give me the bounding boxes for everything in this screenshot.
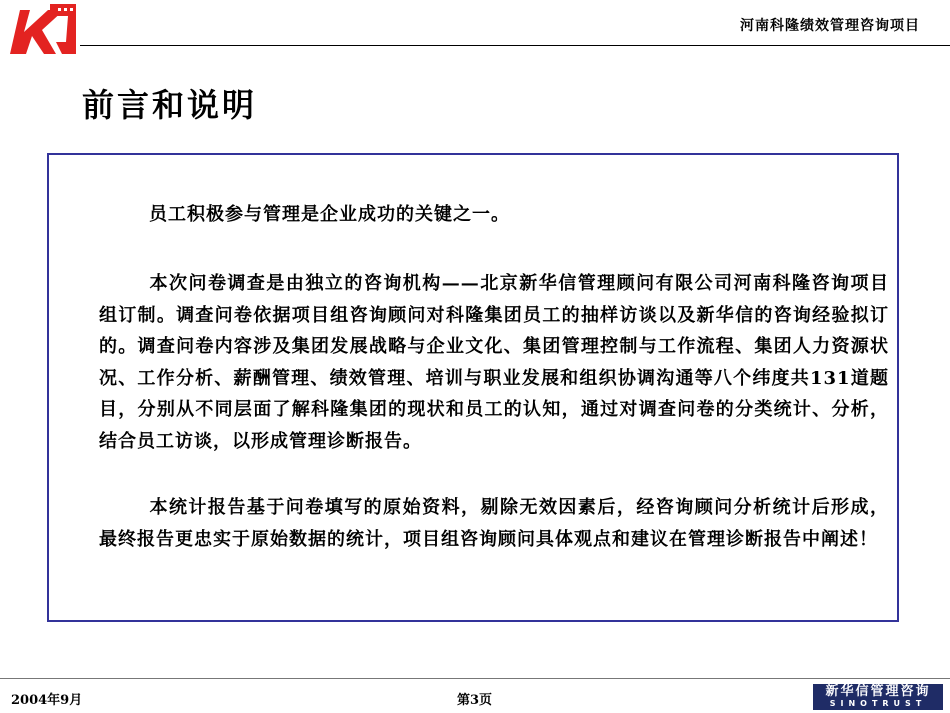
brand-name-en: SINOTRUST (829, 699, 927, 708)
footer-date: 2004年9月 (11, 693, 83, 708)
brand-name-cn: 新华信管理咨询 (825, 684, 931, 699)
project-title: 河南科隆绩效管理咨询项目 (740, 18, 920, 34)
brand-logo (813, 684, 943, 710)
paragraph-2: 本次问卷调查是由独立的咨询机构——北京新华信管理顾问有限公司河南科隆咨询项目组订制。调查问卷依据项目组咨询顾问对科隆集团员工的抽样访谈以及新华信的咨询经验拟订的。调查问卷内容涉及集团发展战略与企业文化、集团管理控制与工作流程、集团人力资源状况、工作分析、薪酬管理、绩效管理、培训与职业发展和组织协调沟通等八个纬度共131道题目，分别从不同层面了解科隆集团的现状和员工的认知，通过对调查问卷的分类统计、分析，结合员工访谈，以形成管理诊断报告。 (99, 273, 889, 452)
content-box (47, 153, 899, 622)
page-title: 前言和说明 (82, 86, 258, 124)
page-number: 第3页 (457, 693, 493, 708)
paragraph-1: 员工积极参与管理是企业成功的关键之一。 (149, 204, 510, 225)
header-divider (80, 45, 950, 46)
paragraph-3: 本统计报告基于问卷填写的原始资料，剔除无效因素后，经咨询顾问分析统计后形成，最终报告更忠实于原始数据的统计，项目组咨询顾问具体观点和建议在管理诊断报告中阐述！ (99, 497, 889, 550)
footer-divider (0, 678, 950, 679)
company-logo-icon (4, 2, 78, 56)
